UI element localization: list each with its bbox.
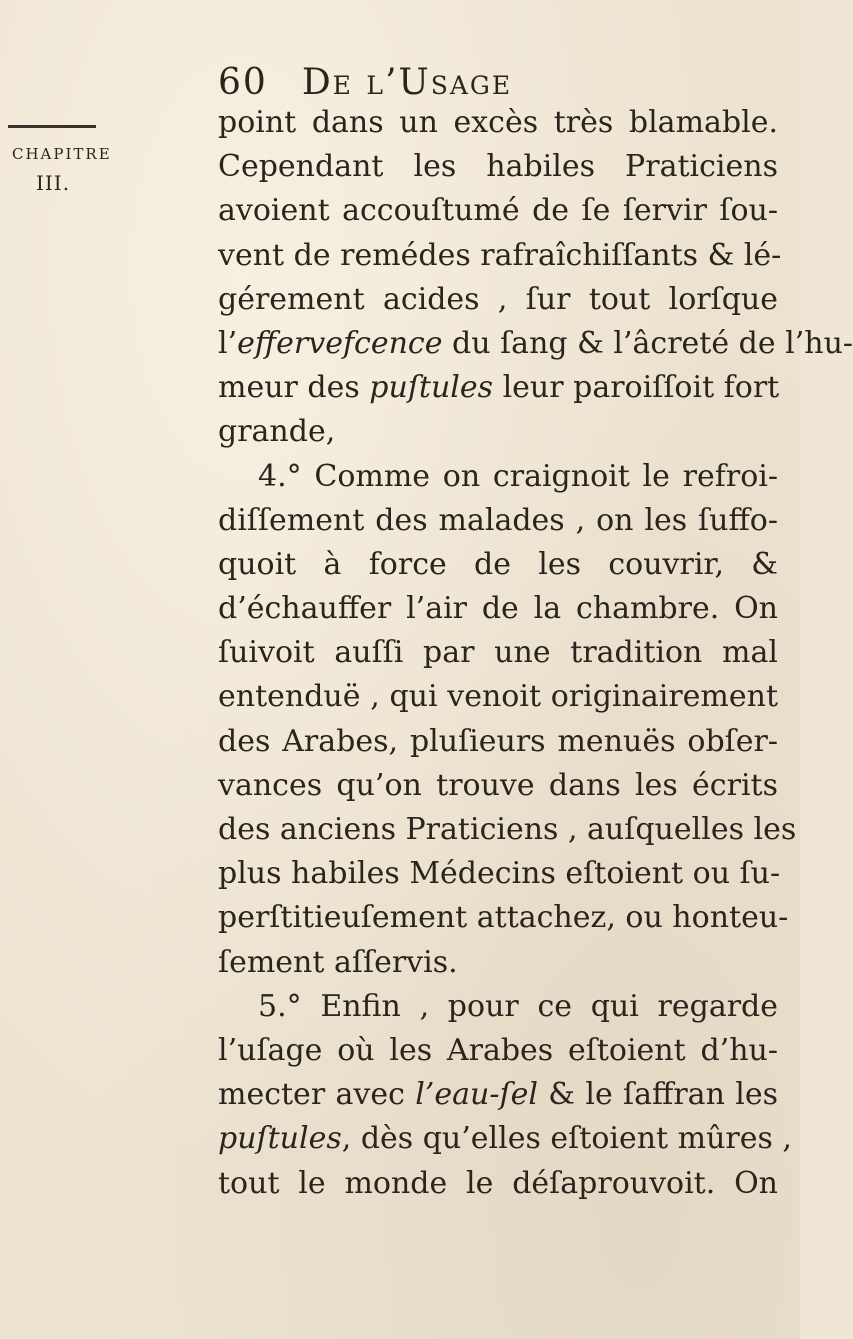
text-segment: du ſang & l’âcreté de l’hu- xyxy=(442,325,853,361)
text-line: vent de remédes rafraîchiſſants & lé- xyxy=(218,237,782,273)
text-line: gérement acides , ſur tout lorſque xyxy=(218,281,778,317)
text-line: perſtitieuſement attachez, ou honteu- xyxy=(218,900,789,936)
text-segment: leur paroiſſoit fort xyxy=(493,370,780,406)
text-line: point dans un excès très blamable. xyxy=(218,105,778,140)
text-line: des anciens Praticiens , auſquelles les xyxy=(218,812,797,847)
page-number: 60 xyxy=(218,62,268,103)
text-line xyxy=(218,322,853,366)
text-line: entenduë , qui venoit originairement xyxy=(218,679,778,715)
text-line: tout le monde le déſaprouvoit. On xyxy=(218,1165,778,1201)
text-segment: , dès qu’elles eſtoient mûres , xyxy=(341,1121,792,1157)
chapter-label: CHAPITRE xyxy=(12,145,112,163)
running-head xyxy=(218,62,512,103)
text-line: l’uſage où les Arabes eſtoient d’hu- xyxy=(218,1032,778,1068)
running-title: De l’Usage xyxy=(301,62,513,103)
text-line: ſement aſſervis. xyxy=(218,944,458,980)
italic-term: effervefcence xyxy=(237,325,443,361)
text-line: 5.° Enfin , pour ce qui regarde xyxy=(258,988,778,1024)
chapter-marginal-note xyxy=(12,140,212,198)
body-text xyxy=(218,101,853,1206)
text-line: plus habiles Médecins eſtoient ou ſu- xyxy=(218,856,781,892)
text-line: vances qu’on trouve dans les écrits xyxy=(218,767,778,803)
text-line: ſuivoit auſſi par une tradition mal xyxy=(218,635,778,671)
text-line: Cependant les habiles Praticiens xyxy=(218,149,778,185)
margin-rule xyxy=(8,125,96,128)
italic-term: l’eau-ſel xyxy=(415,1077,538,1113)
text-line: avoient accouſtumé de ſe ſervir ſou- xyxy=(218,193,778,229)
text-segment: mecter avec xyxy=(218,1077,416,1113)
text-line xyxy=(218,366,778,410)
text-segment: meur des xyxy=(218,370,370,406)
text-line: grande, xyxy=(218,414,336,450)
italic-term: puſtules xyxy=(369,370,494,406)
chapter-number: III. xyxy=(36,171,71,195)
text-line: quoit à force de les couvrir, & xyxy=(218,546,778,582)
text-line: des Arabes, pluſieurs menuës obſer- xyxy=(218,723,778,759)
italic-term: puſtules xyxy=(218,1121,342,1157)
text-line: diſſement des malades , on les ſuffo- xyxy=(218,502,778,538)
text-line: d’échauffer l’air de la chambre. On xyxy=(218,591,778,627)
text-line xyxy=(218,1073,778,1117)
text-line xyxy=(218,1117,792,1161)
text-segment: l’ xyxy=(218,325,238,361)
text-segment: & le ſaffran les xyxy=(537,1077,778,1113)
text-line: 4.° Comme on craignoit le refroi- xyxy=(258,458,778,494)
